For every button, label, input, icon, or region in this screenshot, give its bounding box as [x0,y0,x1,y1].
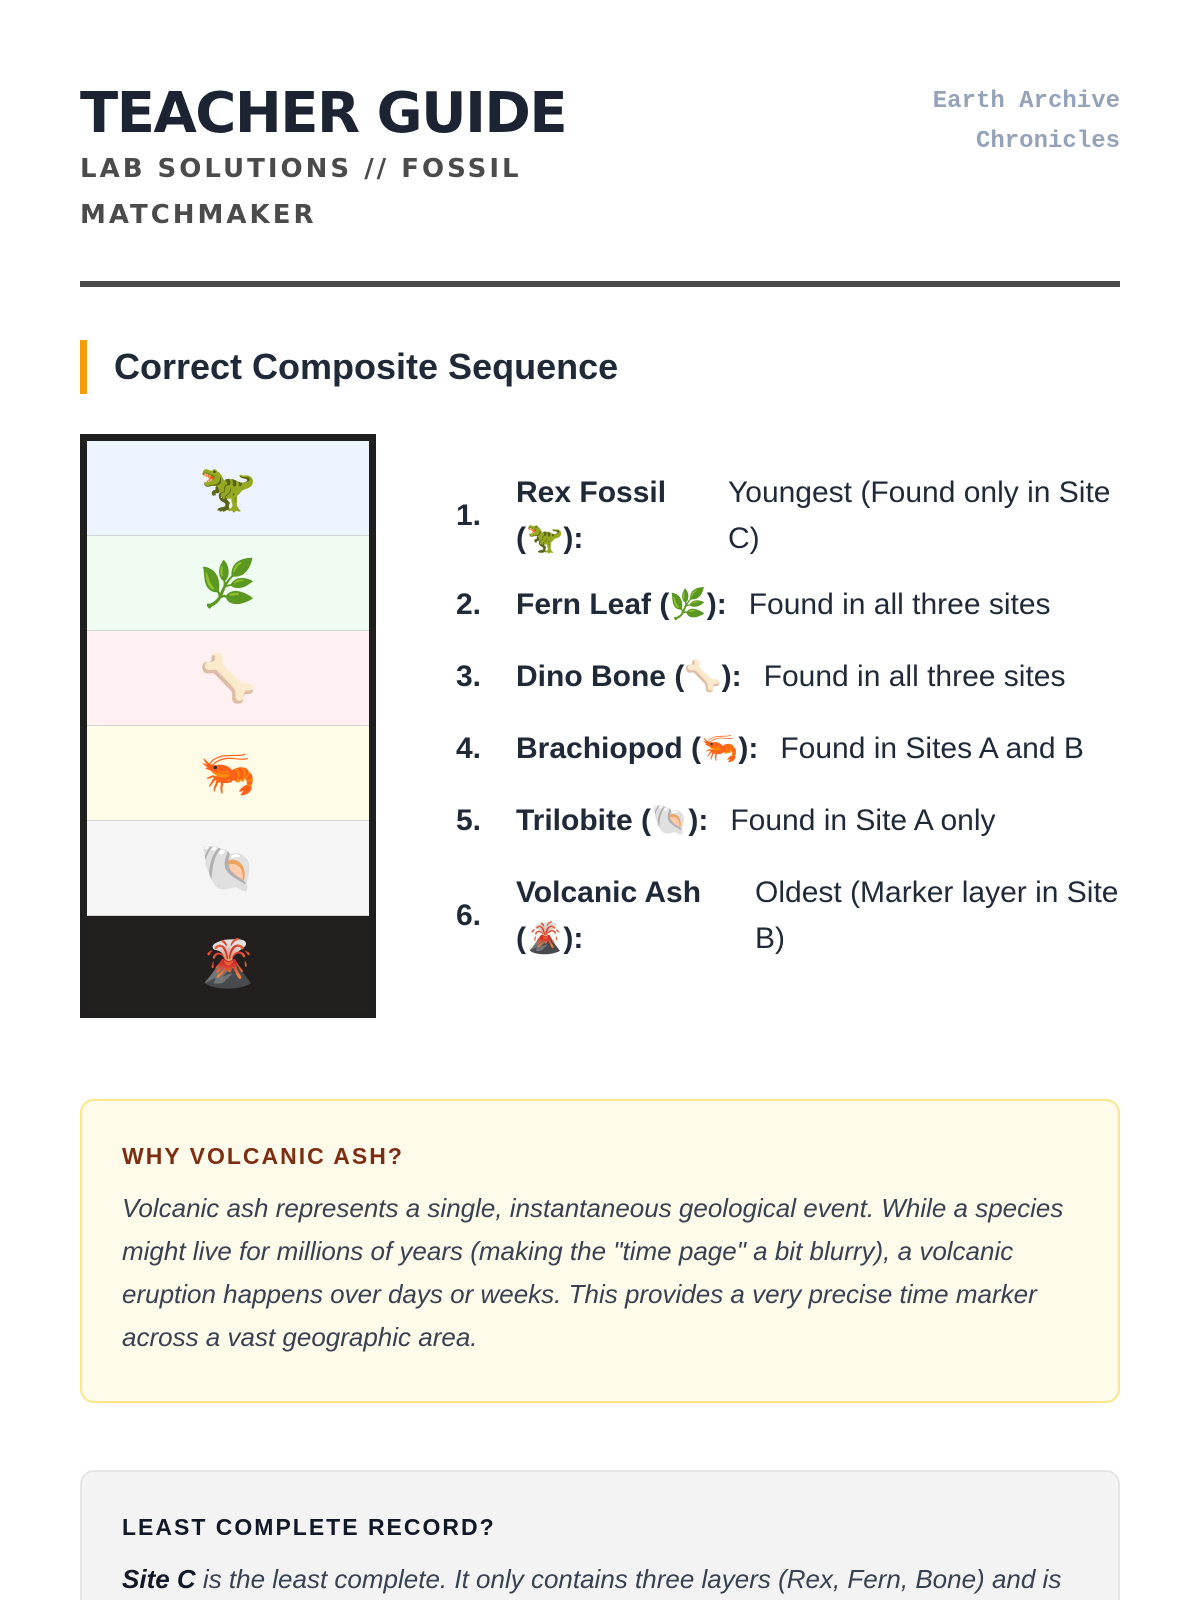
item-description: Youngest (Found only in Site C) [728,476,1111,555]
site-c-label: Site C [122,1564,196,1594]
item-description: Oldest (Marker layer in Site B) [755,876,1119,955]
item-number: 4. [456,732,482,765]
item-name: Dino Bone (🦴): [516,660,742,693]
item-number: 6. [456,899,482,932]
list-item [456,726,1120,772]
list-item [456,870,1120,962]
page [80,0,1120,1600]
volcanic-ash-callout [80,1099,1120,1403]
callout-title: LEAST COMPLETE RECORD? [122,1514,496,1540]
callout-body: is the least complete. It only contains three layers (Rex, Fern, Bone) and is [195,1564,1062,1594]
item-number: 3. [456,660,482,693]
least-complete-callout [80,1470,1120,1600]
page-subtitle: LAB SOLUTIONS // FOSSIL MATCHMAKER [80,154,522,230]
list-item [456,470,1120,562]
item-name: Fern Leaf (🌿): [516,588,727,621]
list-item [456,582,1120,628]
composite-column [80,434,376,1018]
item-name: Trilobite (🐚): [516,804,709,837]
layer-bone-icon: 🦴 [87,631,369,726]
callout-text [122,1558,1078,1600]
item-description: Found in Site A only [730,804,996,837]
brand-name: Earth Archive Chronicles [932,88,1120,155]
header [80,80,1120,280]
layer-volcanic-ash-icon: 🌋 [87,916,369,1011]
item-number: 5. [456,804,482,837]
item-name: Brachiopod (🦐): [516,732,759,765]
item-number: 2. [456,588,482,621]
layer-trilobite-icon: 🐚 [87,821,369,916]
item-name: Volcanic Ash (🌋): [516,876,702,955]
callout-text: Volcanic ash represents a single, instantaneous geological event. While a species might live for millions of years (making the "time page" a bit blurry), a volcanic eruption happens over days or weeks. This provides a very precise time marker across a vast geographic area. [122,1193,1064,1352]
layer-rex-icon: 🦖 [87,441,369,536]
layer-brachiopod-icon: 🦐 [87,726,369,821]
item-number: 1. [456,499,482,532]
item-description: Found in Sites A and B [780,732,1084,765]
item-description: Found in all three sites [763,660,1066,693]
list-item [456,798,1120,844]
item-name: Rex Fossil (🦖): [516,476,667,555]
section-heading: Correct Composite Sequence [80,340,618,394]
layer-fern-icon: 🌿 [87,536,369,631]
item-description: Found in all three sites [748,588,1051,621]
page-title: TEACHER GUIDE [80,81,567,146]
header-divider [80,281,1120,287]
callout-title: WHY VOLCANIC ASH? [122,1143,404,1169]
list-item [456,654,1120,700]
